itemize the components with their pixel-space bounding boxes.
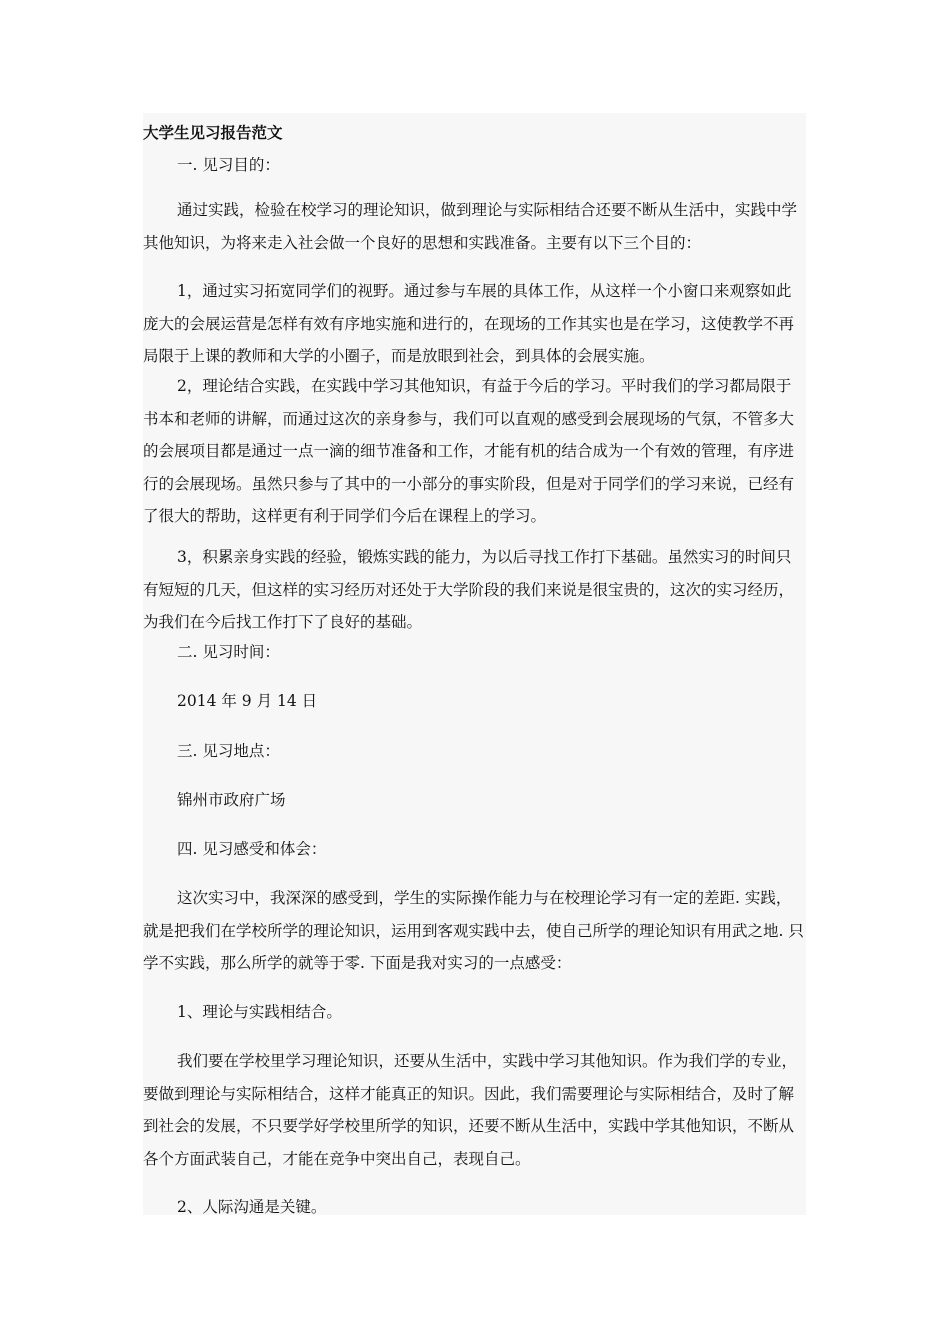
paragraph-purpose-3: 3，积累亲身实践的经验，锻炼实践的能力，为以后寻找工作打下基础。虽然实习的时间只有短短的几天，但这样的实习经历对还处于大学阶段的我们来说是很宝贵的，这次的实习经历，为我们在今后找工作打下了良好的基础。 [143, 548, 795, 631]
section-heading-time: 二. 见习时间： [177, 643, 280, 661]
section-heading-location: 三. 见习地点： [177, 742, 280, 760]
internship-date: 2014 年 9 月 14 日 [177, 692, 318, 710]
section-heading-reflection: 四. 见习感受和体会： [177, 840, 327, 858]
document-title: 大学生见习报告范文 [143, 123, 283, 142]
paragraph-theory-practice: 我们要在学校里学习理论知识，还要从生活中，实践中学习其他知识。作为我们学的专业，要做到理论与实际相结合，这样才能真正的知识。因此，我们需要理论与实际相结合，及时了解到社会的发展，不只要学好学校里所学的知识，还要不断从生活中，实践中学其他知识，不断从各个方面武装自己，才能在竞争中突出自己，表现自己。 [143, 1052, 798, 1168]
subheading-theory-practice: 1、理论与实践相结合。 [177, 1003, 342, 1021]
internship-location: 锦州市政府广场 [177, 791, 286, 809]
document-body [143, 113, 806, 1215]
paragraph-reflection-intro: 这次实习中，我深深的感受到，学生的实际操作能力与在校理论学习有一定的差距. 实践，就是把我们在学校所学的理论知识，运用到客观实践中去，使自己所学的理论知识有用武之地. 只学不实践，那么所学的就等于零. 下面是我对实习的一点感受： [143, 889, 804, 972]
paragraph-purpose-2: 2，理论结合实践，在实践中学习其他知识，有益于今后的学习。平时我们的学习都局限于书本和老师的讲解，而通过这次的亲身参与，我们可以直观的感受到会展现场的气氛，不管多大的会展项目都是通过一点一滴的细节准备和工作，才能有机的结合成为一个有效的管理，有序进行的会展现场。虽然只参与了其中的一小部分的事实阶段，但是对于同学们的学习来说，已经有了很大的帮助，这样更有利于同学们今后在课程上的学习。 [143, 377, 795, 525]
section-heading-purpose: 一. 见习目的： [177, 156, 280, 174]
paragraph-purpose-intro: 通过实践，检验在校学习的理论知识，做到理论与实际相结合还要不断从生活中，实践中学其他知识，为将来走入社会做一个良好的思想和实践准备。主要有以下三个目的： [143, 201, 798, 252]
subheading-communication: 2、人际沟通是关键。 [177, 1198, 327, 1216]
paragraph-purpose-1: 1，通过实习拓宽同学们的视野。通过参与车展的具体工作，从这样一个小窗口来观察如此庞大的会展运营是怎样有效有序地实施和进行的，在现场的工作其实也是在学习，这使教学不再局限于上课的教师和大学的小圈子，而是放眼到社会，到具体的会展实施。 [143, 282, 795, 365]
